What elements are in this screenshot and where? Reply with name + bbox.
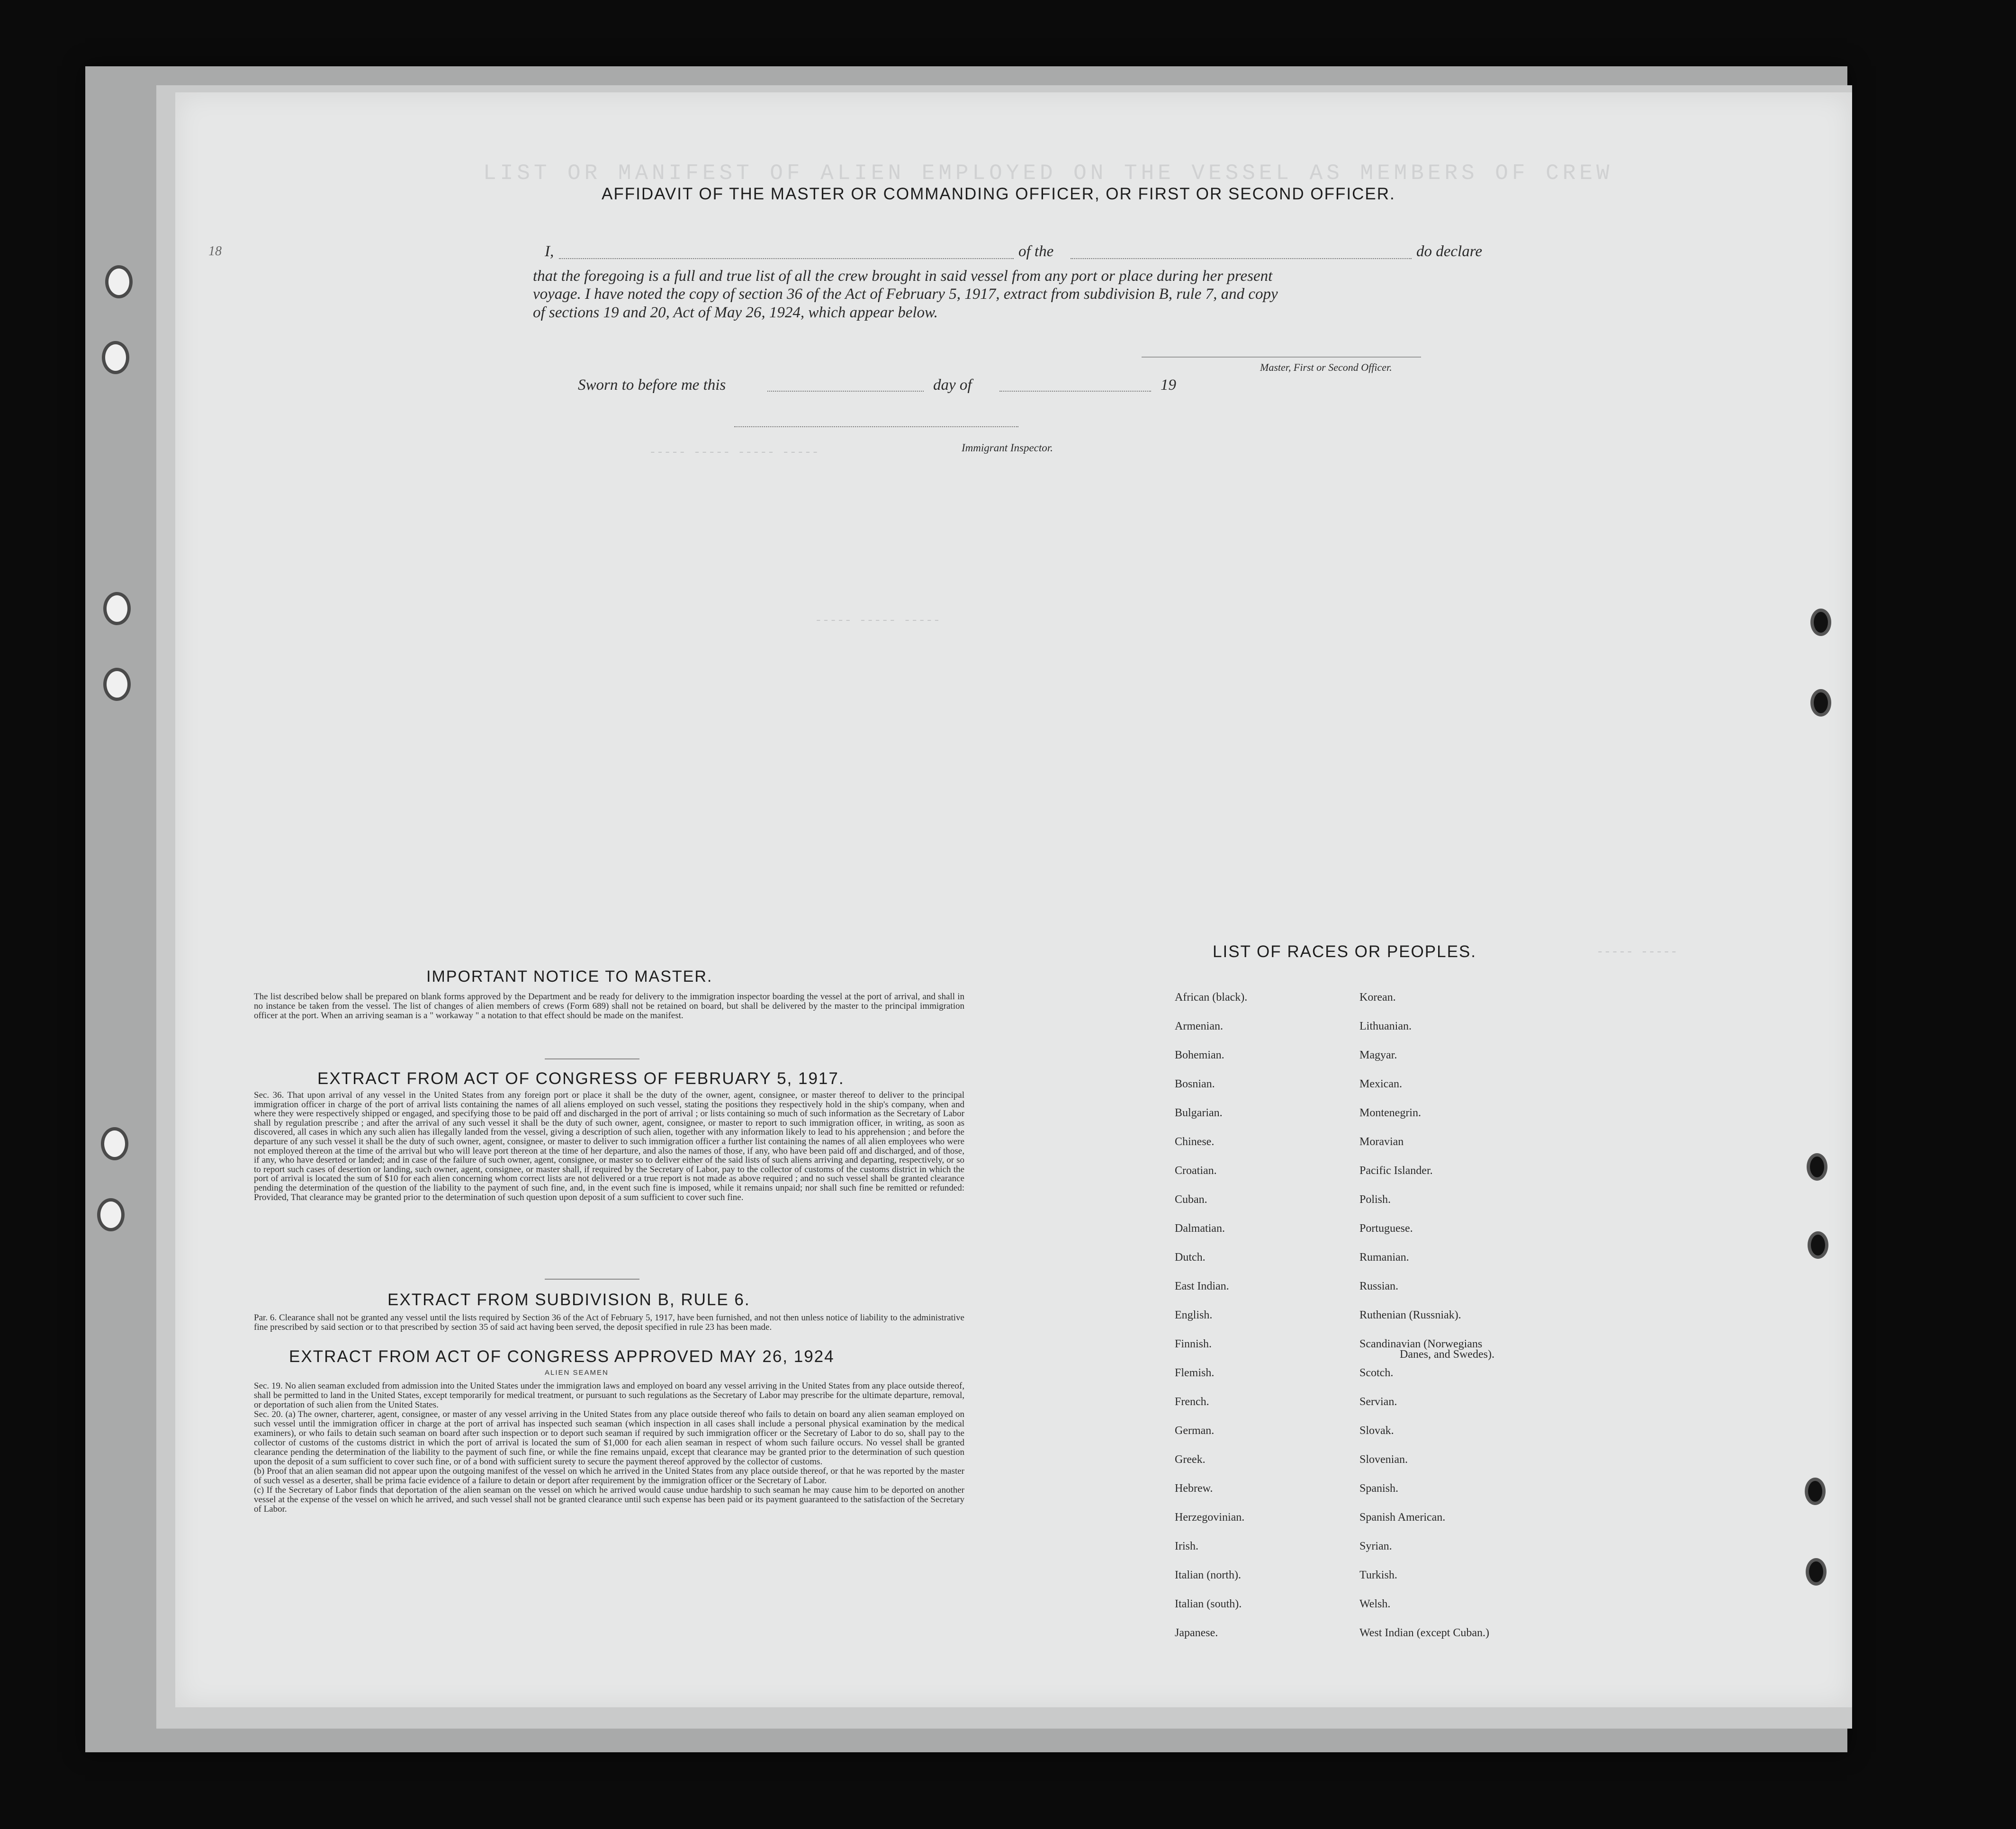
race-item: Rumanian. bbox=[1359, 1251, 1409, 1264]
race-item: Hebrew. bbox=[1175, 1482, 1213, 1495]
name-blank[interactable] bbox=[559, 258, 1014, 259]
race-item: Chinese. bbox=[1175, 1136, 1215, 1148]
year-label: 19 bbox=[1161, 377, 1176, 394]
race-item: East Indian. bbox=[1175, 1280, 1229, 1292]
sec20c-text: (c) If the Secretary of Labor finds that deportation of the alien seaman on the vessel on which he arrived would cause undue hardship to such seaman he may cause him to be deported on another vessel at the expense of the vessel on which he arrived, and such vessel shall not be granted clearance until such expense has been paid or its payment guaranteed to the satisfaction of the Secretary of Labor. bbox=[254, 1485, 964, 1514]
manifest-page bbox=[175, 92, 1852, 1707]
affidavit-text-2: voyage. I have noted the copy of section 36 of the Act of February 5, 1917, extract from subdivision B, rule 7, and copy bbox=[533, 286, 1278, 303]
day-of-label: day of bbox=[933, 377, 972, 394]
race-item: Dutch. bbox=[1175, 1251, 1206, 1264]
race-item: Mexican. bbox=[1359, 1078, 1402, 1090]
race-item: West Indian (except Cuban.) bbox=[1359, 1627, 1489, 1639]
race-item: Pacific Islander. bbox=[1359, 1165, 1433, 1177]
race-item: Bohemian. bbox=[1175, 1049, 1224, 1061]
race-item: Greek. bbox=[1175, 1453, 1206, 1466]
race-item: Polish. bbox=[1359, 1193, 1391, 1206]
punch-hole bbox=[101, 1127, 128, 1160]
notice-text: The list described below shall be prepared on blank forms approved by the Department and be ready for delivery to the immigration inspector boarding the vessel at the port of arrival, and shall in no instance be taken from the vessel. The list of changes of alien members of crews (Form 689) shall not be retained on board, but shall be delivered by the master to the principal immigration officer at the port. When an arriving seaman is a " workaway " a notation to that effect should be made on the manifest. bbox=[254, 992, 964, 1021]
punch-hole bbox=[1807, 1153, 1827, 1181]
master-label: Master, First or Second Officer. bbox=[1260, 361, 1392, 373]
race-item: Spanish. bbox=[1359, 1482, 1399, 1495]
sworn-month-blank[interactable] bbox=[999, 391, 1151, 392]
race-item: Ruthenian (Russniak). bbox=[1359, 1309, 1461, 1321]
punch-hole bbox=[1808, 1231, 1828, 1259]
margin-note: 18 bbox=[208, 244, 222, 259]
races-column-2 bbox=[1359, 991, 1489, 1656]
race-item: Croatian. bbox=[1175, 1165, 1217, 1177]
rule6-title: EXTRACT FROM SUBDIVISION B, RULE 6. bbox=[387, 1291, 750, 1309]
race-item: Russian. bbox=[1359, 1280, 1399, 1292]
race-item: Herzegovinian. bbox=[1175, 1511, 1245, 1524]
punch-hole bbox=[1810, 689, 1831, 717]
punch-hole bbox=[1810, 609, 1831, 636]
act-1917-text: Sec. 36. That upon arrival of any vessel in the United States from any foreign port or place it shall be the duty of the owner, agent, consignee, or master thereof to deliver to the principal immigration officer in charge of the port of arrival lists containing the names of all aliens employed on such vessel, stating the positions they respectively hold in the ship's company, when and where they were respectively shipped or engaged, and specifying those to be paid off and discharged in the port of arrival ; or lists containing so much of such information as the Secretary of Labor shall by regulation prescribe ; and after the arrival of any such vessel it shall be the duty of such owner, agent, consignee, or master to report to such immigration officer, in writing, as soon as discovered, all cases in which any such alien has illegally landed from the vessel, giving a description of such alien, together with any information likely to lead to his apprehension ; and before the departure of any such vessel it shall be the duty of such owner, agent, consignee, or master to deliver to such immigration officer a further list containing the names of all alien employees who were not employed thereon at the time of the arrival but who will leave port thereon at the time of her departure, and also the names of those, if any, who have been paid off and discharged, and of those, if any, who have deserted or landed; and in case of the failure of such owner, agent, consignee, or master so to deliver either of the said lists of such aliens arriving and departing, respectively, or so to report such cases of desertion or landing, such owner, agent, consignee, or master shall, if required by the Secretary of Labor, pay to the collector of customs of the customs district in which the port of arrival is located the sum of $10 for each alien concerning whom correct lists are not delivered or a true report is not made as above required ; and no such vessel shall be granted clearance pending the determination of the question of the liability to the payment of such fine, and, in the event such fine is imposed, while it remains unpaid; nor shall such fine be remitted or refunded: Provided, That clearance may be granted prior to the determination of such question upon deposit of a sum sufficient to cover such fine. bbox=[254, 1090, 964, 1202]
punch-hole bbox=[105, 265, 133, 298]
notice-title: IMPORTANT NOTICE TO MASTER. bbox=[426, 968, 713, 986]
race-item: Armenian. bbox=[1175, 1020, 1223, 1032]
race-item: Slovak. bbox=[1359, 1425, 1394, 1437]
race-item: Flemish. bbox=[1175, 1367, 1215, 1379]
race-item: Cuban. bbox=[1175, 1193, 1207, 1206]
act-1924-title: EXTRACT FROM ACT OF CONGRESS APPROVED MAY 26, 1924 bbox=[289, 1347, 835, 1366]
punch-hole bbox=[103, 668, 131, 701]
bleed-through-row: ----- ----- bbox=[1596, 945, 1678, 959]
vessel-blank[interactable] bbox=[1071, 258, 1412, 259]
sec19-text: Sec. 19. No alien seaman excluded from admission into the United States under the immigration laws and employed on board any vessel arriving in the United States from any place outside thereof, shall be permitted to land in the United States, except temporarily for medical treatment, or pursuant to such regulations as the Secretary of Labor may prescribe for the ultimate departure, removal, or deportation of such alien from the United States. bbox=[254, 1381, 964, 1410]
sec20b-text: (b) Proof that an alien seaman did not appear upon the outgoing manifest of the vessel on which he arrived in the United States from any place outside thereof, or that he was reported by the master of such vessel as a deserter, shall be prima facie evidence of a failure to detain or deport after requirement by the immigration officer or the Secretary of Labor. bbox=[254, 1466, 964, 1486]
race-item: Finnish. bbox=[1175, 1338, 1212, 1350]
race-item: Scandinavian (Norwegians bbox=[1359, 1338, 1483, 1350]
punch-hole bbox=[1805, 1478, 1826, 1505]
race-item: Italian (south). bbox=[1175, 1598, 1242, 1610]
race-item: Servian. bbox=[1359, 1396, 1397, 1408]
affidavit-text-3: of sections 19 and 20, Act of May 26, 1924, which appear below. bbox=[533, 304, 938, 321]
race-item: Magyar. bbox=[1359, 1049, 1397, 1061]
race-item: Portuguese. bbox=[1359, 1222, 1413, 1235]
sworn-day-blank[interactable] bbox=[767, 391, 924, 392]
race-item: Korean. bbox=[1359, 991, 1396, 1004]
race-item: Dalmatian. bbox=[1175, 1222, 1225, 1235]
affidavit-i: I, bbox=[545, 243, 554, 260]
master-signature-line[interactable] bbox=[1142, 357, 1421, 358]
races-title: LIST OF RACES OR PEOPLES. bbox=[1213, 942, 1477, 961]
race-item: Spanish American. bbox=[1359, 1511, 1446, 1524]
punch-hole bbox=[103, 592, 131, 625]
race-item: Scotch. bbox=[1359, 1367, 1394, 1379]
race-item: English. bbox=[1175, 1309, 1213, 1321]
sec20a-text: Sec. 20. (a) The owner, charterer, agent, consignee, or master of any vessel arriving in the United States from any place outside thereof who fails to detain on board any alien seaman employed on such vessel until the immigration officer in charge at the port of arrival has inspected such seaman (which inspection in all cases shall include a personal physical examination by the medical examiners), or who fails to detain such seaman on board after such inspection or to deport such seaman if required by such immigration officer or the Secretary of Labor to do so, shall pay to the collector of customs of the customs district in which the port of arrival is located the sum of $1,000 for each alien seaman in respect of whom such failure occurs. No vessel shall be granted clearance pending the determination of the liability to the payment of such fine, or while the fine remains unpaid, except that clearance may be granted prior to the determination of such question upon the deposit of a sum sufficient to cover such fine, or of a bond with sufficient surety to secure the payment thereof approved by the collector of customs. bbox=[254, 1409, 964, 1467]
race-item: Japanese. bbox=[1175, 1627, 1218, 1639]
races-column-1 bbox=[1175, 991, 1247, 1656]
divider bbox=[545, 1279, 639, 1280]
divider bbox=[545, 1058, 639, 1059]
race-item: Lithuanian. bbox=[1359, 1020, 1412, 1032]
inspector-label: Immigrant Inspector. bbox=[962, 442, 1053, 454]
race-item-cont: Danes, and Swedes). bbox=[1400, 1348, 1494, 1361]
bleed-through-row: ----- ----- ----- ----- bbox=[649, 445, 819, 459]
race-item: Bosnian. bbox=[1175, 1078, 1215, 1090]
punch-hole bbox=[1806, 1558, 1827, 1586]
bleed-through-text: LIST OR MANIFEST OF ALIEN EMPLOYED ON THE VESSEL AS MEMBERS OF CREW bbox=[483, 161, 1613, 186]
affidavit-title: AFFIDAVIT OF THE MASTER OR COMMANDING OFFICER, OR FIRST OR SECOND OFFICER. bbox=[602, 185, 1395, 203]
race-item: Welsh. bbox=[1359, 1598, 1391, 1610]
affidavit-text-1: that the foregoing is a full and true list of all the crew brought in said vessel from any port or place during her present bbox=[533, 268, 1273, 285]
inspector-signature-line[interactable] bbox=[734, 426, 1018, 427]
affidavit-of-the: of the bbox=[1018, 243, 1054, 260]
sworn-label: Sworn to before me this bbox=[578, 377, 726, 394]
rule6-text: Par. 6. Clearance shall not be granted any vessel until the lists required by Section 36 of the Act of February 5, 1917, have been furnished, and not then unless notice of liability to the administrative fine prescribed by said section or to that prescribed by section 35 of said act having been served, the deposit specified in rule 23 has been made. bbox=[254, 1313, 964, 1332]
race-item: Italian (north). bbox=[1175, 1569, 1241, 1581]
act-1917-title: EXTRACT FROM ACT OF CONGRESS OF FEBRUARY 5, 1917. bbox=[317, 1069, 845, 1088]
race-item: Slovenian. bbox=[1359, 1453, 1408, 1466]
race-item: Moravian bbox=[1359, 1136, 1404, 1148]
race-item: Turkish. bbox=[1359, 1569, 1397, 1581]
act-1924-subtitle: ALIEN SEAMEN bbox=[545, 1369, 609, 1377]
affidavit-do-declare: do declare bbox=[1416, 243, 1482, 260]
race-item: Montenegrin. bbox=[1359, 1107, 1421, 1119]
act-1924-text bbox=[254, 1381, 964, 1514]
race-item: Syrian. bbox=[1359, 1540, 1392, 1552]
punch-hole bbox=[102, 341, 129, 374]
punch-hole bbox=[97, 1198, 125, 1231]
race-item: French. bbox=[1175, 1396, 1209, 1408]
race-item: African (black). bbox=[1175, 991, 1248, 1004]
race-item: Irish. bbox=[1175, 1540, 1198, 1552]
bleed-through-row: ----- ----- ----- bbox=[815, 613, 941, 628]
race-item: Bulgarian. bbox=[1175, 1107, 1223, 1119]
race-item: German. bbox=[1175, 1425, 1215, 1437]
